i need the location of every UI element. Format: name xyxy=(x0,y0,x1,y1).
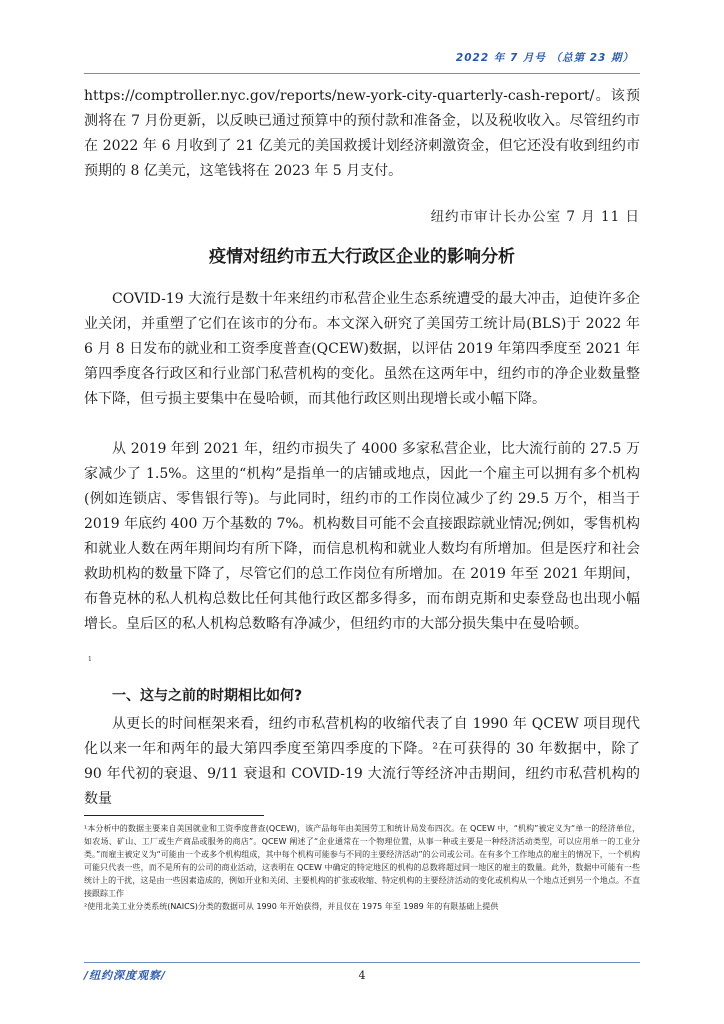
footer-brand: /纽约深度观察/ xyxy=(84,969,167,982)
footnote-1: ¹本分析中的数据主要来自美国就业和工资季度普查(QCEW)，该产品每年由美国劳工和统计局发布四次。在 QCEW 中，“机构”被定义为“单一的经济单位，如农场、矿山、工厂或生产商品或服务的商店”。QCEW 阐述了“企业通常在一个物理位置，从事一种或主要是一种经济活动类型，可以应用单一的工业分类。”而雇主被定义为“可能由一个或多个机构组成，其中每个机构可能参与不同的主要经济活动”的公司或公司。在有多个工作地点的雇主的情况下，一个机构可能只代表一些，而不是所有的公司的商业活动，这表明在 QCEW 中确定的特定地区的机构的总数将超过同一地区的雇主的数量。此外，数据中可能有一些统计上的干扰，这是由一些因素造成的，例如开业和关闭、主要机构的扩张或收缩、特定机构的主要经济活动的变化或机构从一个地点迁到另一个地点。不直接跟踪工作 xyxy=(84,824,640,898)
footnote-divider xyxy=(84,815,264,816)
page-number: 4 xyxy=(358,969,366,982)
article-title: 疫情对纽约市五大行政区企业的影响分析 xyxy=(209,247,515,267)
footnote-marker[interactable]: 1 xyxy=(88,656,92,663)
issue-label: 2022 年 7 月号 （总第 23 期） xyxy=(455,52,634,64)
article-paragraph: 从 2019 年到 2021 年，纽约市损失了 4000 多家私营企业，比大流行前的 27.5 万家减少了 1.5%。这里的“机构”是指单一的店铺或地点，因此一个雇主可以拥有多个机构(例如连锁店、零售银行等)。与此同时，纽约市的工作岗位减少了约 29.5 万个，相当于 2019 年底约 400 万个基数的 7%。机构数目可能不会直接跟踪就业情况;例如，零售机构和就业人数在两年期间均有所下降，而信息机构和就业人数均有所增加。但是医疗和社会救助机构的数量下降了，尽管它们的总工作岗位有所增加。在 2019 年至 2021 年期间，布鲁克林的私人机构总数比任何其他行政区都多得多，而布朗克斯和史泰登岛也出现小幅增长。皇后区的私人机构总数略有净减少，但纽约市的大部分损失集中在曼哈顿。 xyxy=(84,441,640,632)
header-divider xyxy=(84,73,640,74)
intro-paragraph: https://comptroller.nyc.gov/reports/new-york-city-quarterly-cash-report/。该预测将在 7 月份更新，以反映已通过预算中的预付款和准备金，以及税收收入。尽管纽约市在 2022 年 6 月收到了 21 亿美元的美国救援计划经济刺激资金，但它还没有收到纽约市预期的 8 亿美元，这笔钱将在 2023 年 5 月支付。 xyxy=(84,88,640,179)
section-paragraph: 从更长的时间框架来看，纽约市私营机构的收缩代表了自 1990 年 QCEW 项目现代化以来一年和两年的最大第四季度至第四季度的下降。²在可获得的 30 年数据中，除了 90 年代初的衰退、9/11 衰退和 COVID-19 大流行等经济冲击期间，纽约市私营机构的数量 xyxy=(84,716,640,807)
footer-divider xyxy=(84,962,640,963)
footnote-2: ²使用北美工业分类系统(NAICS)分类的数据可从 1990 年开始获得，并且仅在 1975 年至 1989 年的有限基础上提供 xyxy=(84,902,499,911)
signoff: 纽约市审计长办公室 7 月 11 日 xyxy=(430,209,640,225)
article-paragraph: COVID-19 大流行是数十年来纽约市私营企业生态系统遭受的最大冲击，迫使许多企业关闭，并重塑了它们在该市的分布。本文深入研究了美国劳工统计局(BLS)于 2022 年 6 月 8 日发布的就业和工资季度普查(QCEW)数据，以评估 2019 年第四季度至 2021 年第四季度各行政区和行业部门私营机构的变化。虽然在这两年中，纽约市的净企业数量整体下降，但亏损主要集中在曼哈顿，而其他行政区则出现增长或小幅下降。 xyxy=(84,291,640,407)
footnotes xyxy=(84,822,640,913)
section-heading: 一、这与之前的时期相比如何? xyxy=(112,688,303,704)
